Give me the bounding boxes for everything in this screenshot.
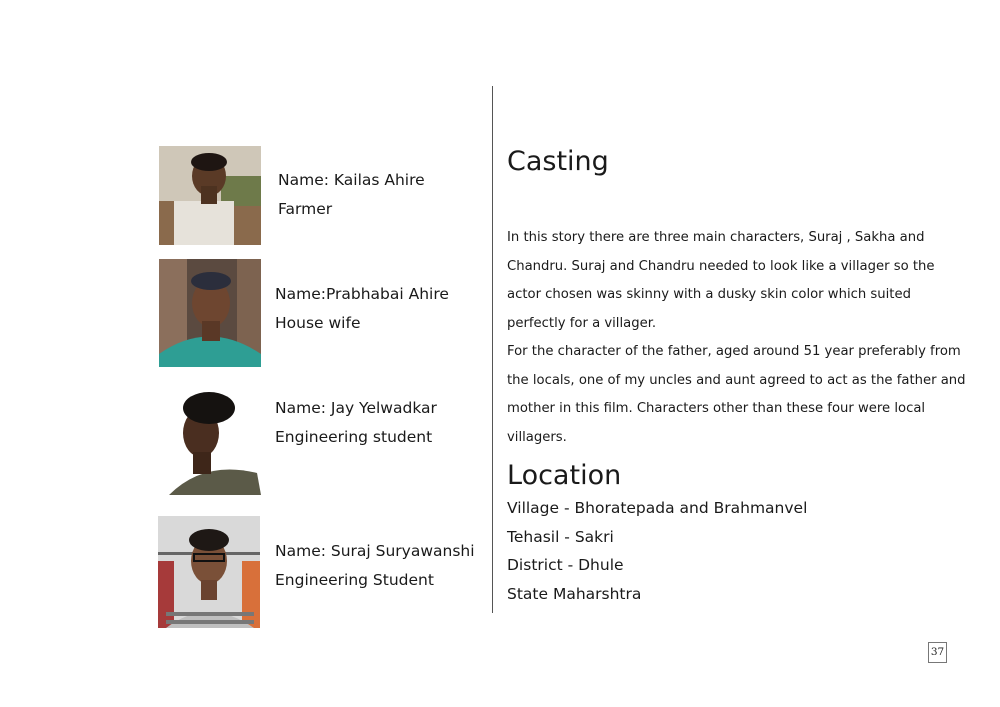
location-heading: Location (507, 460, 622, 491)
casting-body (507, 224, 967, 452)
page-number: 37 (928, 642, 947, 663)
location-line: Tehasil - Sakri (507, 527, 614, 546)
cast-role: Engineering student (275, 427, 433, 446)
casting-paragraph-1: In this story there are three main characters, Suraj , Sakha and Chandru. Suraj and Chandru needed to look like a villager so the actor chosen was skinny with a dusky skin color which suited perfectly for a villager. (507, 230, 935, 331)
cast-name: Name: Suraj Suryawanshi (275, 542, 475, 560)
casting-paragraph-2: For the character of the father, aged around 51 year preferably from the locals, one of my uncles and aunt agreed to act as the father and mother in this film. Characters other than these four were local villagers. (507, 344, 966, 445)
location-line: State Maharshtra (507, 585, 642, 604)
cast-caption-1 (278, 166, 425, 223)
portrait-suraj-suryawanshi (158, 516, 260, 628)
cast-name: Name: Kailas Ahire (278, 171, 425, 189)
location-list (507, 494, 807, 609)
portrait-jay-yelwadkar (159, 388, 261, 495)
cast-caption-4 (275, 537, 475, 594)
portrait-prabhabai-ahire (159, 259, 261, 367)
cast-name: Name: Jay Yelwadkar (275, 399, 437, 417)
cast-caption-3 (275, 394, 437, 451)
location-line: Village - Bhoratepada and Brahmanvel (507, 499, 808, 517)
location-line: District - Dhule (507, 556, 624, 575)
casting-heading: Casting (507, 146, 609, 177)
cast-role: House wife (275, 313, 361, 332)
cast-name: Name:Prabhabai Ahire (275, 285, 449, 303)
portrait-kailas-ahire (159, 146, 261, 245)
cast-role: Farmer (278, 199, 333, 218)
column-divider (492, 86, 493, 613)
cast-role: Engineering Student (275, 570, 434, 589)
cast-caption-2 (275, 280, 449, 337)
